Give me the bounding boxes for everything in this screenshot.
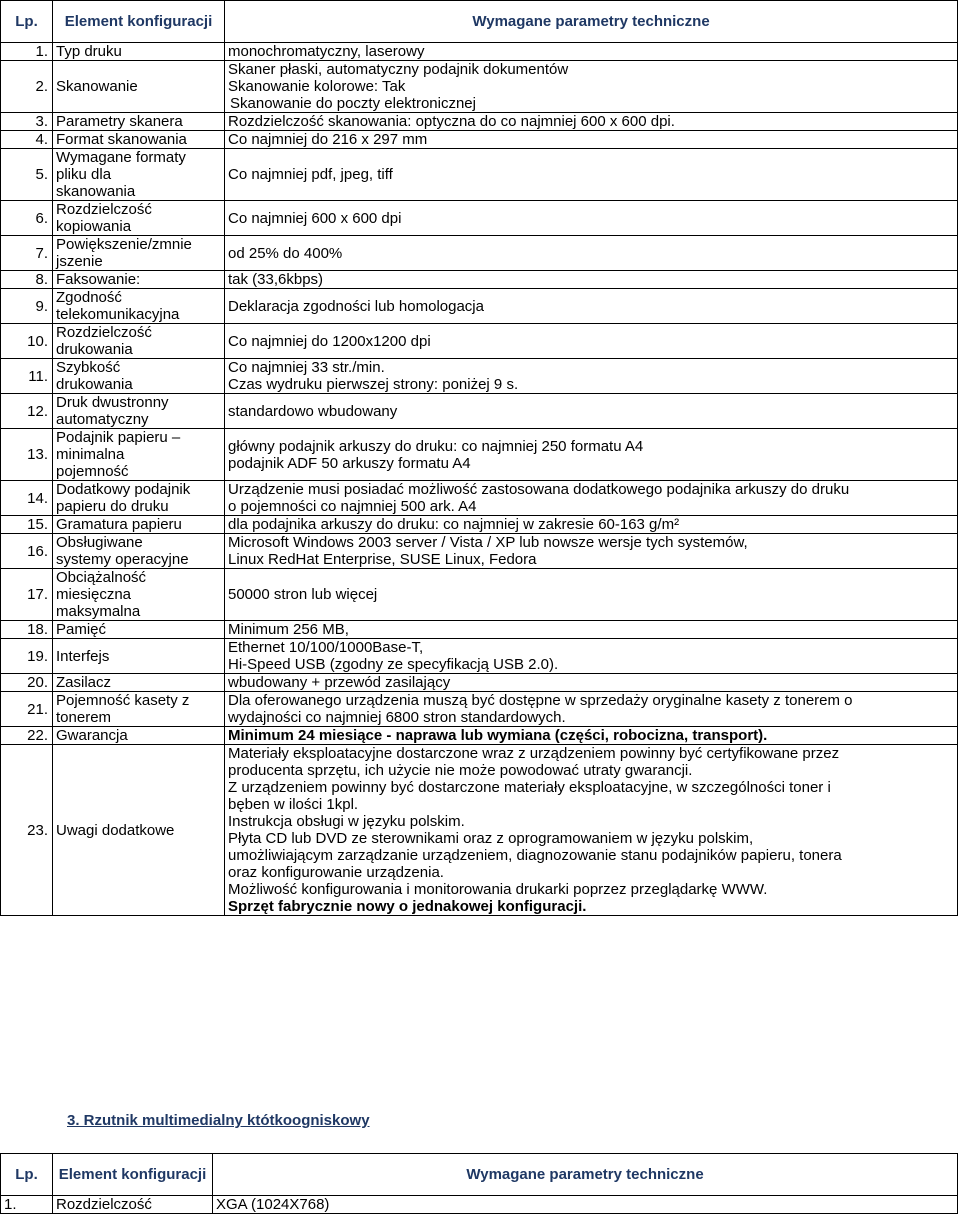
row-number: 7.	[1, 236, 53, 271]
element-line: Interfejs	[56, 647, 110, 665]
row-element	[53, 271, 225, 289]
row-params	[225, 692, 958, 727]
table-row	[1, 149, 958, 201]
row-element	[53, 394, 225, 429]
row-number: 8.	[1, 271, 53, 289]
table-row	[1, 429, 958, 481]
row-number: 3.	[1, 113, 53, 131]
element-line: Parametry skanera	[56, 113, 183, 130]
row-number: 9.	[1, 289, 53, 324]
param-line: dla podajnika arkuszy do druku: co najmniej w zakresie 60-163 g/m²	[228, 516, 680, 533]
element-line: Wymagane formaty	[56, 149, 186, 166]
row-params	[225, 289, 958, 324]
element-line: Rozdzielczość	[56, 1196, 152, 1213]
param-line: Materiały eksploatacyjne dostarczone wraz z urządzeniem powinny być certyfikowane przez	[228, 745, 840, 762]
table-row	[1, 481, 958, 516]
row-element	[53, 569, 225, 621]
row-number: 14.	[1, 481, 53, 516]
param-line: umożliwiającym zarządzanie urządzeniem, diagnozowanie stanu podajników papieru, tonera	[228, 847, 842, 864]
element-line: Skanowanie	[56, 78, 138, 95]
element-line: skanowania	[56, 183, 136, 200]
element-line: Podajnik papieru –	[56, 429, 181, 446]
param-line: Płyta CD lub DVD ze sterownikami oraz z oprogramowaniem w języku polskim,	[228, 830, 754, 847]
param-line: Skaner płaski, automatyczny podajnik dokumentów	[228, 61, 569, 78]
param-line: wbudowany + przewód zasilający	[228, 674, 451, 691]
param-line: podajnik ADF 50 arkuszy formatu A4	[228, 454, 471, 472]
row-params	[225, 674, 958, 692]
spec-table-body	[1, 43, 958, 916]
row-element	[53, 745, 225, 916]
projector-header-params: Wymagane parametry techniczne	[213, 1154, 958, 1196]
row-element	[53, 692, 225, 727]
row-number: 1.	[1, 43, 53, 61]
table-row	[1, 621, 958, 639]
param-line: Minimum 24 miesiące - naprawa lub wymiana (części, robocizna, transport).	[228, 727, 768, 744]
row-number: 15.	[1, 516, 53, 534]
table-row	[1, 271, 958, 289]
row-number: 21.	[1, 692, 53, 727]
row-params	[225, 481, 958, 516]
element-line: systemy operacyjne	[56, 551, 189, 568]
row-element	[53, 429, 225, 481]
row-element	[53, 131, 225, 149]
row-number: 6.	[1, 201, 53, 236]
table-header-row	[1, 1, 958, 43]
row-params	[225, 61, 958, 113]
row-number: 16.	[1, 534, 53, 569]
row-params	[225, 271, 958, 289]
row-element	[53, 674, 225, 692]
element-line: Pamięć	[56, 621, 107, 638]
element-line: Szybkość	[56, 359, 121, 376]
param-line: Skanowanie do poczty elektronicznej	[230, 95, 476, 112]
header-lp: Lp.	[1, 1, 53, 43]
row-element	[53, 1196, 213, 1214]
row-params	[225, 569, 958, 621]
table-row	[1, 113, 958, 131]
element-line: Obciążalność	[56, 569, 147, 586]
row-params	[225, 639, 958, 674]
table-row	[1, 324, 958, 359]
element-line: telekomunikacyjna	[56, 306, 180, 323]
element-line: pojemność	[56, 463, 129, 480]
element-line: Zasilacz	[56, 674, 112, 691]
table-row	[1, 1196, 958, 1214]
row-params	[225, 745, 958, 916]
table-row	[1, 674, 958, 692]
row-params	[225, 429, 958, 481]
row-element	[53, 481, 225, 516]
param-line: Linux RedHat Enterprise, SUSE Linux, Fedora	[228, 551, 537, 568]
table-row	[1, 692, 958, 727]
param-line: oraz konfigurowanie urządzenia.	[228, 864, 444, 881]
row-number: 11.	[1, 359, 53, 394]
row-number: 22.	[1, 727, 53, 745]
param-line: Co najmniej do 1200x1200 dpi	[228, 332, 431, 350]
param-line: Możliwość konfigurowania i monitorowania drukarki poprzez przeglądarkę WWW.	[228, 881, 768, 898]
param-line: Czas wydruku pierwszej strony: poniżej 9 s.	[228, 376, 519, 393]
table-row	[1, 569, 958, 621]
param-line: Minimum 256 MB,	[228, 621, 349, 638]
element-line: Dodatkowy podajnik	[56, 481, 191, 498]
header-element: Element konfiguracji	[53, 1, 225, 43]
param-line: Hi-Speed USB (zgodny ze specyfikacją USB 2.0).	[228, 656, 559, 673]
table-row	[1, 201, 958, 236]
element-line: minimalna	[56, 446, 125, 463]
projector-spec-table	[0, 1153, 958, 1214]
row-element	[53, 359, 225, 394]
header-params: Wymagane parametry techniczne	[225, 1, 958, 43]
param-line: Dla oferowanego urządzenia muszą być dostępne w sprzedaży oryginalne kasety z tonerem o	[228, 692, 853, 709]
row-element	[53, 639, 225, 674]
table-row	[1, 639, 958, 674]
table-row	[1, 131, 958, 149]
element-line: pliku dla	[56, 166, 112, 183]
element-line: Zgodność	[56, 289, 122, 306]
row-number: 1.	[1, 1196, 53, 1214]
element-line: kopiowania	[56, 218, 132, 235]
row-params	[225, 727, 958, 745]
row-number: 23.	[1, 745, 53, 916]
param-line: Co najmniej pdf, jpeg, tiff	[228, 166, 393, 183]
row-element	[53, 289, 225, 324]
param-line: 50000 stron lub więcej	[228, 586, 378, 603]
row-number: 18.	[1, 621, 53, 639]
row-params	[225, 43, 958, 61]
section-heading: 3. Rzutnik multimedialny któtkoogniskowy	[67, 1112, 370, 1129]
param-line: Instrukcja obsługi w języku polskim.	[228, 813, 465, 830]
row-params	[225, 236, 958, 271]
param-line: o pojemności co najmniej 500 ark. A4	[228, 498, 477, 515]
table-row	[1, 534, 958, 569]
row-number: 12.	[1, 394, 53, 429]
row-element	[53, 61, 225, 113]
element-line: drukowania	[56, 341, 133, 358]
row-params	[225, 113, 958, 131]
row-number: 10.	[1, 324, 53, 359]
row-element	[53, 727, 225, 745]
projector-header-lp: Lp.	[1, 1154, 53, 1196]
row-element	[53, 43, 225, 61]
row-element	[53, 201, 225, 236]
row-number: 2.	[1, 61, 53, 113]
param-line: Sprzęt fabrycznie nowy o jednakowej konfiguracji.	[228, 898, 587, 915]
row-params	[225, 534, 958, 569]
row-number: 13.	[1, 429, 53, 481]
row-params	[225, 621, 958, 639]
element-line: Powiększenie/zmnie	[56, 236, 192, 253]
element-line: Pojemność kasety z	[56, 692, 190, 709]
param-line: Co najmniej 33 str./min.	[228, 359, 385, 376]
row-number: 20.	[1, 674, 53, 692]
row-number: 5.	[1, 149, 53, 201]
row-params	[225, 131, 958, 149]
table-row	[1, 289, 958, 324]
param-line: Co najmniej 600 x 600 dpi	[228, 209, 402, 227]
row-element	[53, 149, 225, 201]
param-line: bęben w ilości 1kpl.	[228, 796, 359, 813]
element-line: tonerem	[56, 709, 112, 726]
param-line: standardowo wbudowany	[228, 402, 398, 420]
row-element	[53, 113, 225, 131]
element-line: Druk dwustronny	[56, 394, 169, 411]
param-line: Rozdzielczość skanowania: optyczna do co najmniej 600 x 600 dpi.	[228, 113, 675, 130]
element-line: Format skanowania	[56, 131, 187, 148]
element-line: maksymalna	[56, 603, 141, 620]
param-line: Deklaracja zgodności lub homologacja	[228, 297, 484, 315]
param-line: producenta sprzętu, ich użycie nie może powodować utraty gwarancji.	[228, 762, 693, 779]
element-line: papieru do druku	[56, 498, 169, 515]
row-element	[53, 324, 225, 359]
row-params	[225, 149, 958, 201]
element-line: Rozdzielczość	[56, 201, 152, 218]
row-element	[53, 516, 225, 534]
row-number: 4.	[1, 131, 53, 149]
element-line: Uwagi dodatkowe	[56, 821, 175, 839]
element-line: Gramatura papieru	[56, 516, 182, 533]
table-row	[1, 236, 958, 271]
param-line: Co najmniej do 216 x 297 mm	[228, 131, 428, 148]
row-element	[53, 534, 225, 569]
projector-table-body	[1, 1196, 958, 1214]
param-line: monochromatyczny, laserowy	[228, 43, 425, 60]
row-params	[225, 359, 958, 394]
table-row	[1, 359, 958, 394]
element-line: Obsługiwane	[56, 534, 143, 551]
param-line: XGA (1024X768)	[216, 1196, 330, 1213]
param-line: Microsoft Windows 2003 server / Vista / XP lub nowsze wersje tych systemów,	[228, 534, 748, 551]
param-line: tak (33,6kbps)	[228, 271, 324, 288]
element-line: Rozdzielczość	[56, 324, 152, 341]
projector-header-element: Element konfiguracji	[53, 1154, 213, 1196]
row-params	[225, 324, 958, 359]
row-element	[53, 236, 225, 271]
param-line: Ethernet 10/100/1000Base-T,	[228, 639, 424, 656]
element-line: Typ druku	[56, 43, 122, 60]
row-element	[53, 621, 225, 639]
projector-header-row	[1, 1154, 958, 1196]
table-row	[1, 727, 958, 745]
element-line: Gwarancja	[56, 727, 128, 744]
param-line: Skanowanie kolorowe: Tak	[228, 78, 406, 95]
row-params	[213, 1196, 958, 1214]
table-row	[1, 43, 958, 61]
param-line: Z urządzeniem powinny być dostarczone materiały eksploatacyjne, w szczególności toner i	[228, 779, 831, 796]
param-line: Urządzenie musi posiadać możliwość zastosowana dodatkowego podajnika arkuszy do druku	[228, 481, 850, 498]
table-row	[1, 61, 958, 113]
element-line: miesięczna	[56, 586, 132, 603]
table-row	[1, 394, 958, 429]
param-line: od 25% do 400%	[228, 244, 343, 262]
row-params	[225, 394, 958, 429]
row-number: 19.	[1, 639, 53, 674]
element-line: drukowania	[56, 376, 133, 393]
row-number: 17.	[1, 569, 53, 621]
table-row	[1, 516, 958, 534]
element-line: jszenie	[56, 253, 103, 270]
element-line: Faksowanie:	[56, 271, 141, 288]
row-params	[225, 516, 958, 534]
element-line: automatyczny	[56, 411, 149, 428]
table-row	[1, 745, 958, 916]
param-line: wydajności co najmniej 6800 stron standardowych.	[228, 709, 566, 726]
row-params	[225, 201, 958, 236]
param-line: główny podajnik arkuszy do druku: co najmniej 250 formatu A4	[228, 437, 644, 455]
